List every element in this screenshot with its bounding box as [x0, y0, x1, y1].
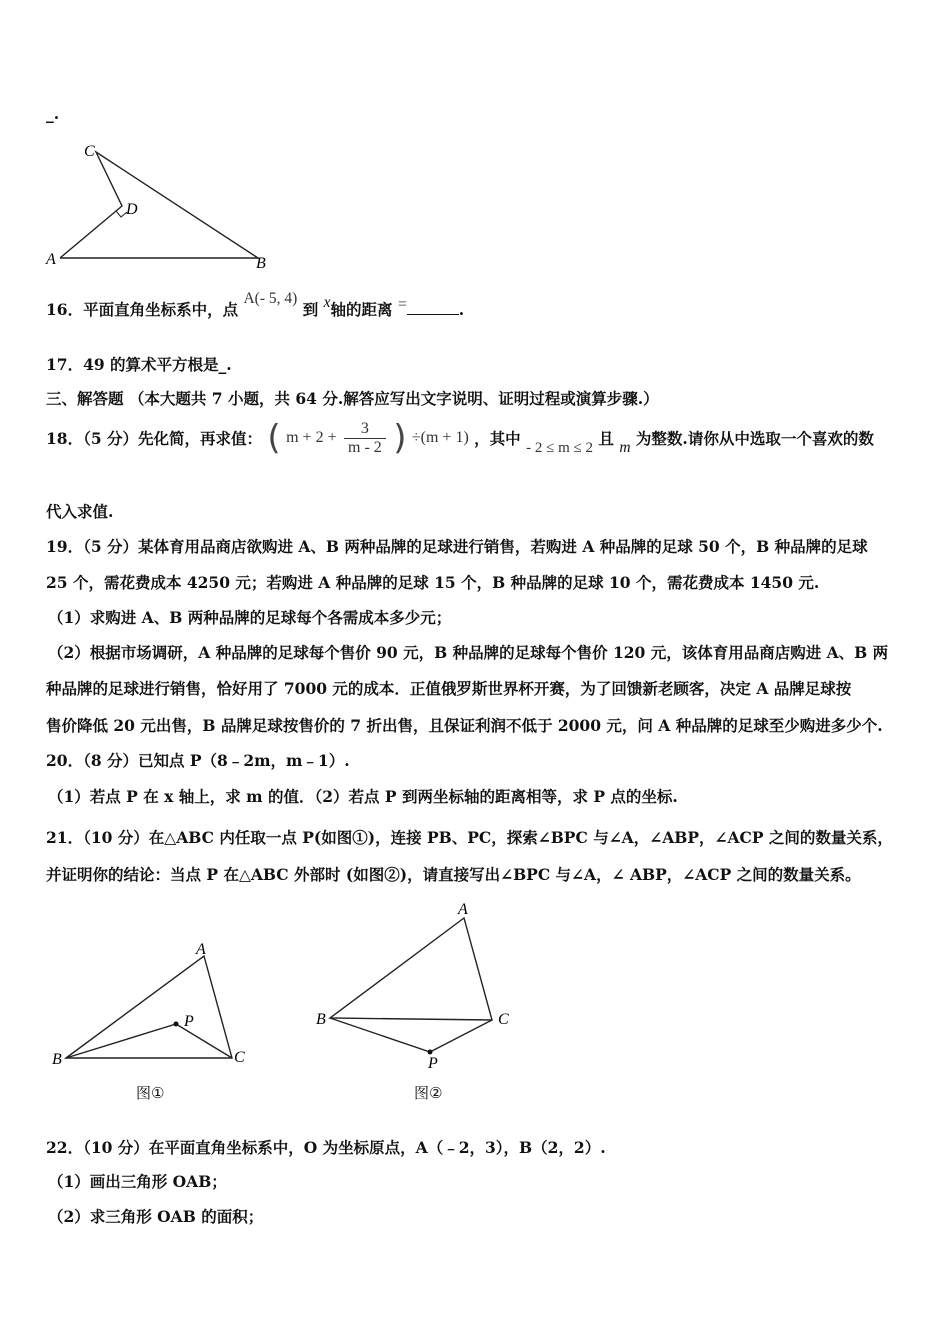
fig1-segments-pb-pc [66, 1024, 232, 1058]
top-mark: _. [46, 104, 60, 123]
question-19-line-2: 25 个，需花费成本 4250 元；若购进 A 种品牌的足球 15 个，B 种品牌的足球 10 个，需花费成本 1450 元. [46, 573, 820, 592]
question-18-line-2: 代入求值. [46, 502, 114, 521]
section-3-heading: 三、解答题 （本大题共 7 小题，共 64 分.解答应写出文字说明、证明过程或演算步骤.） [46, 389, 659, 408]
q16-prefix: 16．平面直角坐标系中，点 [46, 300, 239, 319]
q18-expr-left: m + 2 + [286, 429, 337, 446]
figure-2-triangle [312, 900, 542, 1080]
fig1-label-B: B [52, 1051, 62, 1068]
q16-end: . [458, 300, 465, 319]
question-22-part-1: （1）画出三角形 OAB； [48, 1172, 227, 1191]
fig2-label-B: B [316, 1011, 326, 1028]
question-19-part-2-line-2: 种品牌的足球进行销售，恰好用了 7000 元的成本．正值俄罗斯世界杯开赛，为了回馈新老顾客，决定 A 品牌足球按 [46, 679, 852, 698]
fig2-label-A: A [458, 901, 468, 918]
fig15-edges [60, 152, 258, 258]
q16-answer-blank [407, 302, 459, 315]
q18-frac-num: 3 [344, 420, 386, 439]
q18-frac-den: m - 2 [348, 438, 382, 456]
q18-fraction [344, 420, 386, 457]
q16-axis: x [323, 294, 331, 311]
question-17: 17．49 的算术平方根是_. [46, 355, 232, 374]
question-19-line-1: 19．（5 分）某体育用品商店欲购进 A、B 两种品牌的足球进行销售，若购进 A 种品牌的足球 50 个，B 种品牌的足球 [46, 537, 868, 556]
question-18 [46, 418, 874, 458]
figure-15-triangle [40, 138, 340, 278]
question-19-part-2-line-1: （2）根据市场调研，A 种品牌的足球每个售价 90 元，B 种品牌的足球每个售价 120 元，该体育用品商店购进 A、B 两 [48, 643, 889, 662]
q18-suffix: 为整数.请你从中选取一个喜欢的数 [635, 429, 874, 448]
question-22-line-1: 22．（10 分）在平面直角坐标系中，O 为坐标原点，A（﹣2，3），B（2，2）. [46, 1138, 606, 1157]
fig1-label-P: P [184, 1013, 194, 1030]
fig2-segments-pb-pc [330, 1018, 492, 1052]
q18-var: m [619, 439, 631, 456]
question-21-line-2: 并证明你的结论：当点 P 在△ABC 外部时 (如图②)，请直接写出∠BPC 与∠A，∠ ABP，∠ACP 之间的数量关系。 [46, 865, 861, 884]
fig2-triangle-abc [330, 918, 492, 1020]
q18-range: - 2 ≤ m ≤ 2 [526, 440, 593, 456]
fig1-label-A: A [196, 941, 206, 958]
question-20-line-1: 20．（8 分）已知点 P（8﹣2m，m﹣1）. [46, 751, 350, 770]
q16-suffix: 轴的距离 [330, 300, 393, 319]
q16-eq: = [397, 296, 407, 313]
q18-and: 且 [598, 429, 614, 448]
q18-expr-right: ÷(m + 1) [411, 429, 469, 446]
q18-open-paren: ( [267, 418, 281, 458]
question-19-part-2-line-3: 售价降低 20 元出售，B 品牌足球按售价的 7 折出售，且保证利润不低于 2000 元，问 A 种品牌的足球至少购进多少个. [46, 716, 883, 735]
figure-2-caption: 图② [414, 1084, 443, 1102]
fig15-label-B: B [256, 255, 266, 272]
question-16 [46, 290, 465, 320]
question-21-line-1: 21．（10 分）在△ABC 内任取一点 P(如图①)，连接 PB、PC，探索∠BPC 与∠A，∠ABP，∠ACP 之间的数量关系， [46, 828, 893, 847]
question-19-part-1: （1）求购进 A、B 两种品牌的足球每个各需成本多少元； [48, 608, 452, 627]
fig15-label-D: D [126, 201, 138, 218]
q18-prefix: 18．（5 分）先化简，再求值： [46, 429, 263, 448]
fig15-label-A: A [46, 251, 56, 268]
q16-point: A(- 5, 4) [243, 290, 298, 307]
question-20-line-2: （1）若点 P 在 x 轴上，求 m 的值．（2）若点 P 到两坐标轴的距离相等，求 P 点的坐标. [48, 787, 678, 806]
q18-mid: ，其中 [474, 429, 521, 448]
q16-mid: 到 [302, 300, 319, 319]
figure-1-triangle [48, 938, 278, 1078]
fig2-label-P: P [428, 1055, 438, 1072]
fig1-label-C: C [234, 1049, 245, 1066]
question-22-part-2: （2）求三角形 OAB 的面积； [48, 1207, 264, 1226]
fig2-label-C: C [498, 1011, 509, 1028]
q18-close-paren: ) [393, 418, 407, 458]
fig1-point-p [174, 1022, 179, 1027]
figure-1-caption: 图① [136, 1084, 165, 1102]
fig15-label-C: C [84, 143, 95, 160]
fig2-point-p [428, 1050, 433, 1055]
